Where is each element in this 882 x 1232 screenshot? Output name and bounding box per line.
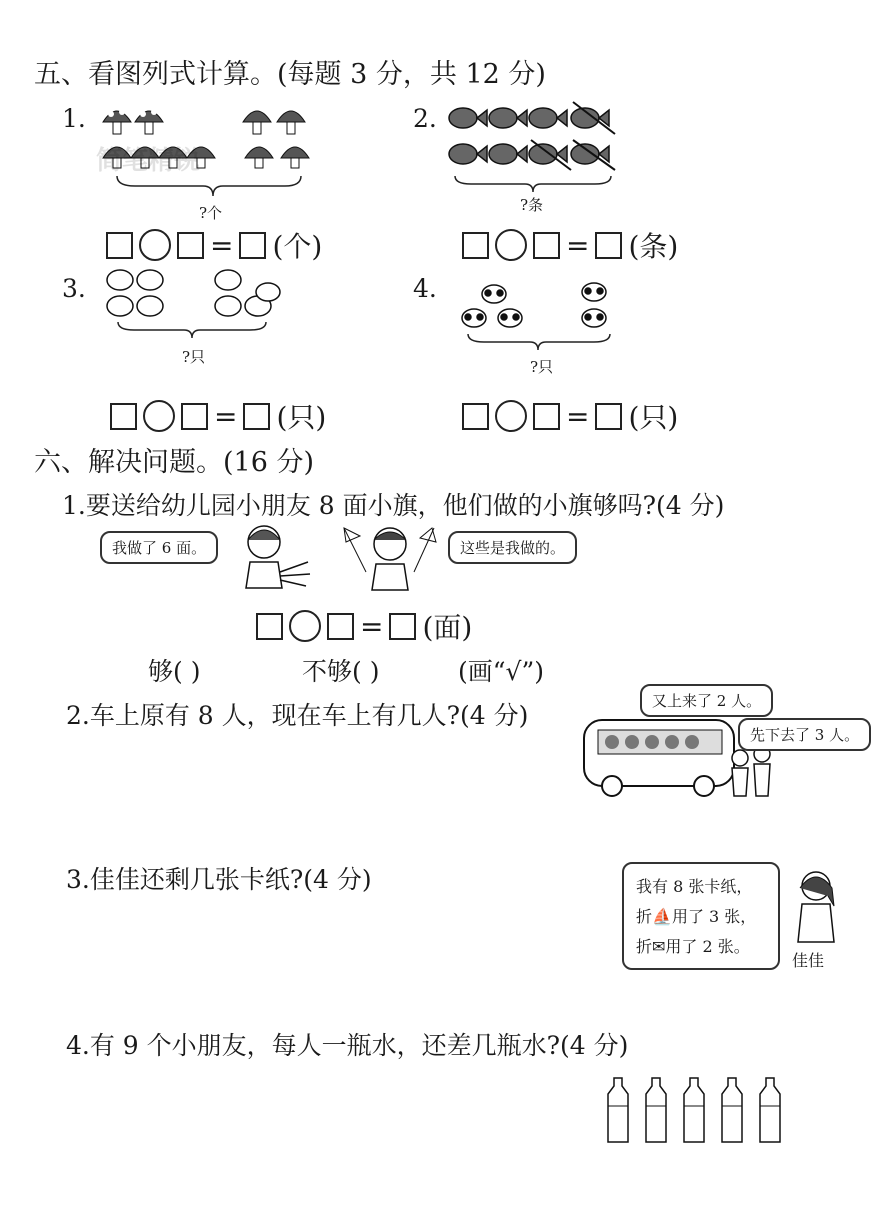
answer-box[interactable]: [595, 232, 622, 259]
jiajia-illustration: [786, 866, 846, 946]
card-line3: 折✉用了 2 张。: [636, 937, 750, 956]
q1-instruction: (画“√”): [458, 657, 544, 686]
answer-box[interactable]: [110, 403, 137, 430]
operator-circle[interactable]: [289, 610, 321, 642]
problem1-unit: (个): [272, 230, 323, 263]
bottle-icon: [608, 1078, 780, 1142]
problem3-brace-label: ?只: [182, 348, 206, 366]
girl-speech-bubble: 我做了 6 面。: [100, 531, 218, 564]
problem3-number: 3.: [62, 274, 86, 303]
chick-icon: [107, 270, 280, 316]
problem1-brace-label: ?个: [199, 204, 223, 222]
problem2-unit: (条): [628, 230, 679, 263]
card-line1: 我有 8 张卡纸，: [636, 877, 753, 896]
q1-text: 1.要送给幼儿园小朋友 8 面小旗，他们做的小旗够吗?(4 分): [62, 491, 725, 520]
q1-equation: = (面): [256, 606, 472, 646]
problem3-equation: = (只): [110, 396, 326, 436]
bus-speech-down: 先下去了 3 人。: [738, 718, 871, 751]
answer-box[interactable]: [181, 403, 208, 430]
answer-box[interactable]: [327, 613, 354, 640]
answer-box[interactable]: [256, 613, 283, 640]
answer-box[interactable]: [533, 403, 560, 430]
bus-speech-up: 又上来了 2 人。: [640, 684, 773, 717]
problem1-number: 1.: [62, 104, 86, 133]
problem2-number: 2.: [413, 104, 437, 133]
card-line2: 折⛵用了 3 张，: [636, 907, 757, 926]
people-icon: [732, 746, 770, 796]
problem4-brace-label: ?只: [530, 358, 554, 376]
chicks-illustration: [100, 266, 300, 346]
operator-circle[interactable]: [495, 229, 527, 261]
answer-box[interactable]: [243, 403, 270, 430]
operator-circle[interactable]: [139, 229, 171, 261]
boy-speech-bubble: 这些是我做的。: [448, 531, 577, 564]
q4-text: 4.有 9 个小朋友，每人一瓶水，还差几瓶水?(4 分): [66, 1031, 629, 1060]
answer-box[interactable]: [533, 232, 560, 259]
answer-box[interactable]: [462, 403, 489, 430]
problem3-unit: (只): [276, 401, 327, 434]
paper-fold-icon: ✉: [652, 937, 666, 956]
jiajia-card: [622, 862, 780, 970]
q3-text: 3.佳佳还剩几张卡纸?(4 分): [66, 865, 372, 894]
brace-icon: [455, 176, 611, 192]
q2-text: 2.车上原有 8 人，现在车上有几人?(4 分): [66, 701, 529, 730]
boy-with-flags-illustration: [336, 522, 444, 592]
panda-icon: [462, 283, 606, 327]
jiajia-name: 佳佳: [792, 951, 825, 970]
boat-icon: ⛵: [652, 907, 672, 926]
brace-icon: [117, 176, 301, 196]
problem4-unit: (只): [628, 401, 679, 434]
not-enough-option[interactable]: 不够( ): [302, 657, 380, 686]
water-bottles-illustration: [600, 1076, 800, 1148]
answer-box[interactable]: [389, 613, 416, 640]
enough-option[interactable]: 够( ): [148, 657, 201, 686]
watermark: 简笔精锐: [96, 146, 201, 176]
problem1-equation: = (个): [106, 225, 322, 265]
answer-box[interactable]: [106, 232, 133, 259]
answer-box[interactable]: [177, 232, 204, 259]
girl-with-flags-illustration: [236, 522, 316, 592]
brace-icon: [118, 322, 266, 338]
section6-title: 六、解决问题。(16 分): [34, 447, 315, 478]
answer-box[interactable]: [595, 403, 622, 430]
answer-box[interactable]: [239, 232, 266, 259]
brace-icon: [468, 334, 610, 350]
answer-box[interactable]: [462, 232, 489, 259]
problem4-equation: = (只): [462, 396, 678, 436]
problem2-equation: = (条): [462, 225, 678, 265]
operator-circle[interactable]: [495, 400, 527, 432]
q1-unit: (面): [422, 611, 473, 644]
problem4-number: 4.: [413, 274, 437, 303]
operator-circle[interactable]: [143, 400, 175, 432]
section5-title: 五、看图列式计算。(每题 3 分，共 12 分): [34, 59, 546, 90]
problem2-brace-label: ?条: [520, 196, 544, 214]
pandas-illustration: [460, 278, 630, 358]
